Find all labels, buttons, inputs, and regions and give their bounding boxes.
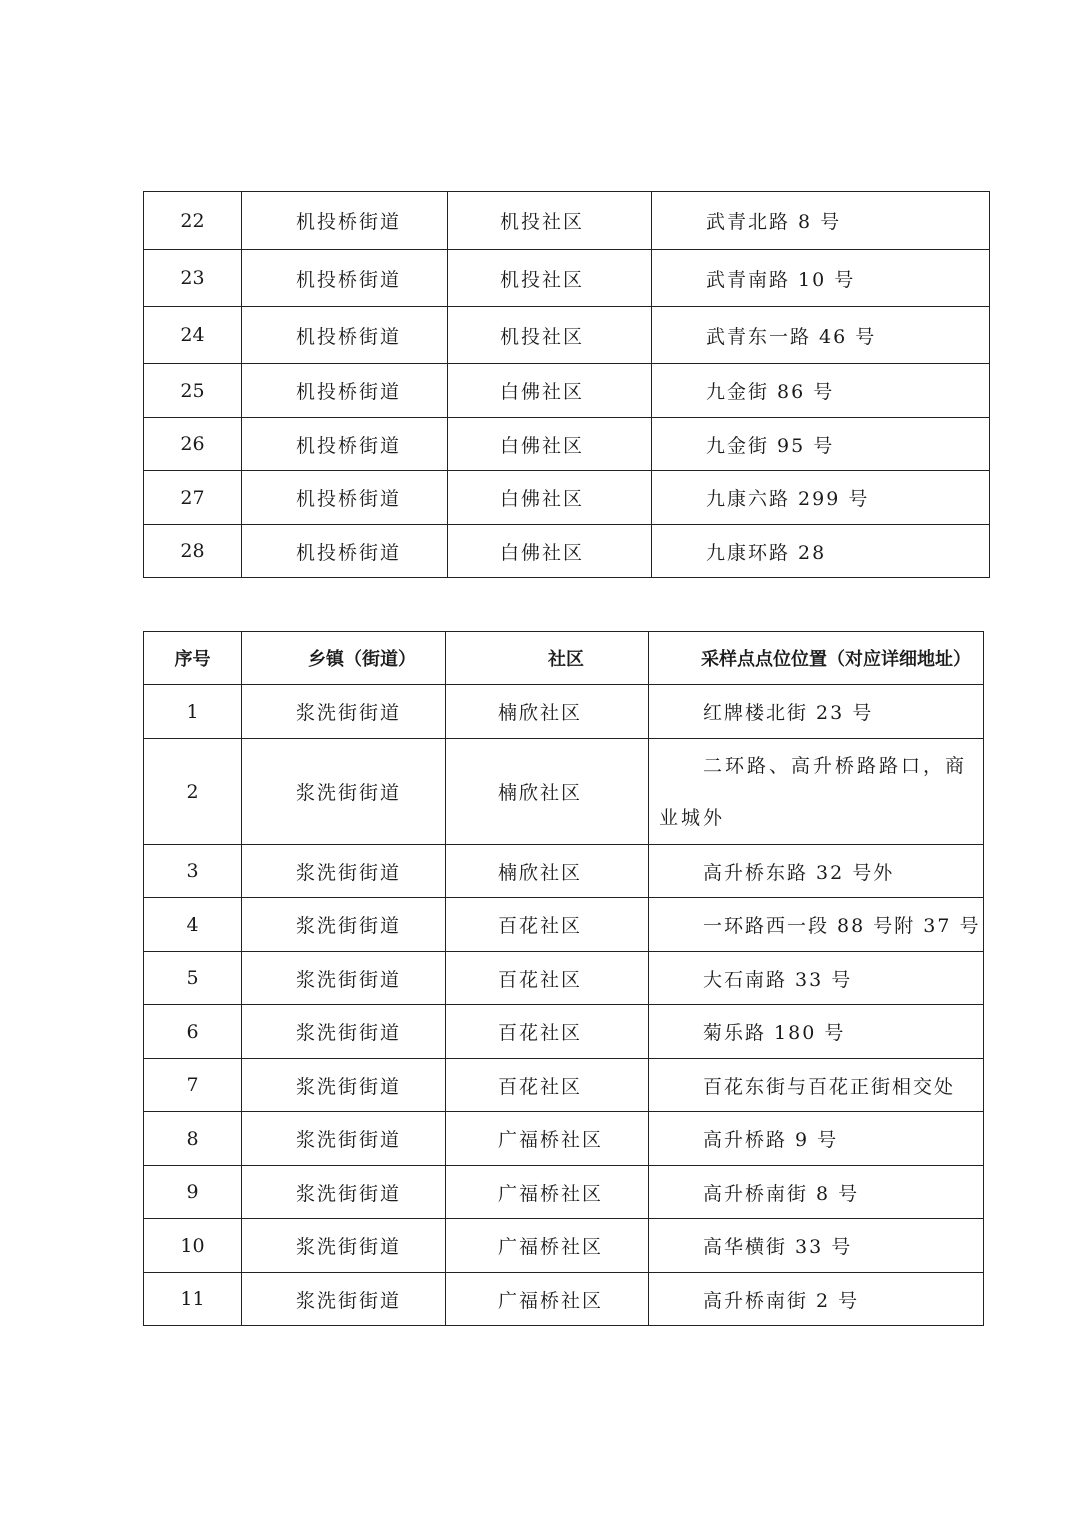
header-number: 序号 — [144, 632, 242, 685]
town-cell: 机投桥街道 — [242, 418, 448, 471]
address-cell: 九康六路 299 号 — [652, 471, 990, 525]
town-cell: 浆洗街街道 — [242, 685, 446, 739]
table-row — [144, 471, 990, 525]
town-cell: 机投桥街道 — [242, 192, 448, 250]
community-cell: 广福桥社区 — [446, 1273, 649, 1326]
address-cell: 高华横街 33 号 — [649, 1219, 984, 1273]
address-cell: 高升桥路 9 号 — [649, 1112, 984, 1166]
address-cell: 大石南路 33 号 — [649, 952, 984, 1005]
town-cell: 浆洗街街道 — [242, 1059, 446, 1112]
table-row — [144, 418, 990, 471]
address-cell: 百花东街与百花正街相交处 — [649, 1059, 984, 1112]
row-number: 24 — [144, 307, 242, 364]
town-cell: 机投桥街道 — [242, 307, 448, 364]
row-number: 10 — [144, 1219, 242, 1273]
community-cell: 百花社区 — [446, 952, 649, 1005]
community-cell: 机投社区 — [448, 192, 652, 250]
community-cell: 楠欣社区 — [446, 685, 649, 739]
town-cell: 机投桥街道 — [242, 250, 448, 307]
table-row — [144, 952, 984, 1005]
address-cell: 红牌楼北街 23 号 — [649, 685, 984, 739]
row-number: 26 — [144, 418, 242, 471]
table-row — [144, 1005, 984, 1059]
town-cell: 浆洗街街道 — [242, 1219, 446, 1273]
row-number: 4 — [144, 898, 242, 952]
header-town: 乡镇（街道） — [242, 632, 446, 685]
address-cell: 九康环路 28 — [652, 525, 990, 578]
table-row — [144, 898, 984, 952]
row-number: 23 — [144, 250, 242, 307]
town-cell: 浆洗街街道 — [242, 1166, 446, 1219]
row-number: 27 — [144, 471, 242, 525]
table-row — [144, 739, 984, 845]
header-community: 社区 — [446, 632, 649, 685]
address-cell: 九金街 86 号 — [652, 364, 990, 418]
table-row — [144, 845, 984, 898]
table-row — [144, 1059, 984, 1112]
town-cell: 机投桥街道 — [242, 471, 448, 525]
community-cell: 白佛社区 — [448, 418, 652, 471]
address-cell: 一环路西一段 88 号附 37 号 — [649, 898, 984, 952]
community-cell: 广福桥社区 — [446, 1166, 649, 1219]
table-row — [144, 525, 990, 578]
town-cell: 机投桥街道 — [242, 364, 448, 418]
community-cell: 白佛社区 — [448, 525, 652, 578]
row-number: 6 — [144, 1005, 242, 1059]
header-address: 采样点点位位置（对应详细地址） — [649, 632, 984, 685]
community-cell: 白佛社区 — [448, 471, 652, 525]
community-cell: 白佛社区 — [448, 364, 652, 418]
community-cell: 机投社区 — [448, 307, 652, 364]
community-cell: 百花社区 — [446, 898, 649, 952]
community-cell: 广福桥社区 — [446, 1112, 649, 1166]
address-cell: 菊乐路 180 号 — [649, 1005, 984, 1059]
row-number: 1 — [144, 685, 242, 739]
address-cell: 高升桥东路 32 号外 — [649, 845, 984, 898]
town-cell: 浆洗街街道 — [242, 952, 446, 1005]
town-cell: 浆洗街街道 — [242, 1112, 446, 1166]
table-row — [144, 1219, 984, 1273]
town-cell: 浆洗街街道 — [242, 1005, 446, 1059]
row-number: 2 — [144, 739, 242, 845]
address-cell: 武青北路 8 号 — [652, 192, 990, 250]
address-cell: 二环路、高升桥路路口，商业城外 — [649, 739, 984, 845]
sampling-table-continued — [143, 191, 990, 578]
row-number: 11 — [144, 1273, 242, 1326]
town-cell: 浆洗街街道 — [242, 898, 446, 952]
address-cell: 武青南路 10 号 — [652, 250, 990, 307]
table-row — [144, 1112, 984, 1166]
sampling-table — [143, 631, 984, 1326]
row-number: 5 — [144, 952, 242, 1005]
table-row — [144, 685, 984, 739]
address-cell: 九金街 95 号 — [652, 418, 990, 471]
table-row — [144, 192, 990, 250]
row-number: 28 — [144, 525, 242, 578]
row-number: 9 — [144, 1166, 242, 1219]
address-cell: 高升桥南街 8 号 — [649, 1166, 984, 1219]
table-header-row — [144, 632, 984, 685]
community-cell: 机投社区 — [448, 250, 652, 307]
row-number: 3 — [144, 845, 242, 898]
row-number: 8 — [144, 1112, 242, 1166]
address-cell: 武青东一路 46 号 — [652, 307, 990, 364]
table-row — [144, 250, 990, 307]
town-cell: 浆洗街街道 — [242, 1273, 446, 1326]
table-row — [144, 1273, 984, 1326]
table-row — [144, 307, 990, 364]
row-number: 22 — [144, 192, 242, 250]
address-cell: 高升桥南街 2 号 — [649, 1273, 984, 1326]
table-row — [144, 364, 990, 418]
table-row — [144, 1166, 984, 1219]
community-cell: 百花社区 — [446, 1005, 649, 1059]
community-cell: 楠欣社区 — [446, 739, 649, 845]
town-cell: 浆洗街街道 — [242, 739, 446, 845]
row-number: 7 — [144, 1059, 242, 1112]
town-cell: 机投桥街道 — [242, 525, 448, 578]
town-cell: 浆洗街街道 — [242, 845, 446, 898]
community-cell: 楠欣社区 — [446, 845, 649, 898]
community-cell: 广福桥社区 — [446, 1219, 649, 1273]
community-cell: 百花社区 — [446, 1059, 649, 1112]
row-number: 25 — [144, 364, 242, 418]
